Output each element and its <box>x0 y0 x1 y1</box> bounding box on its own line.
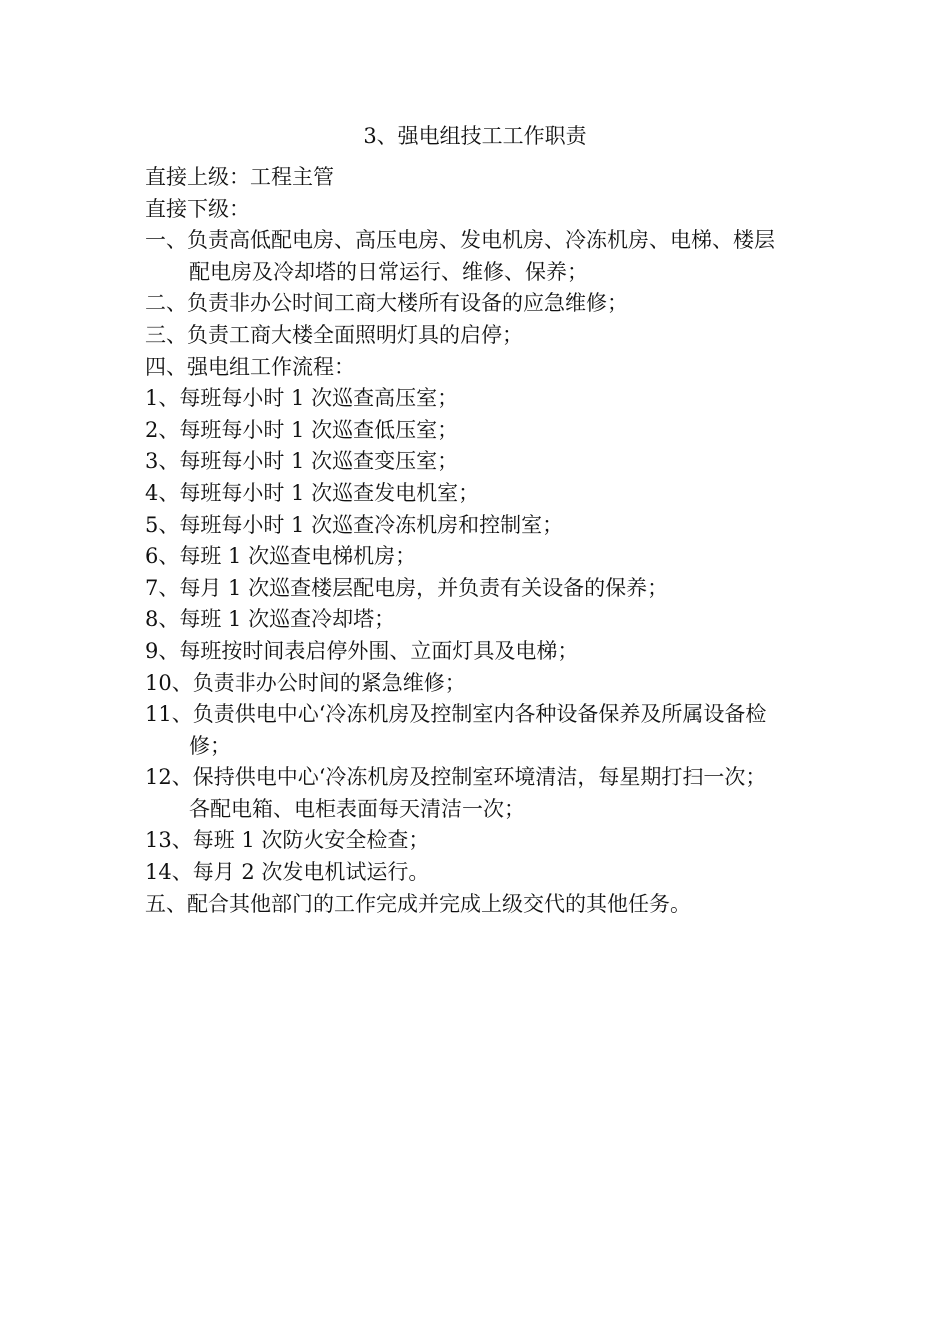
workflow-step-8: 8、每班 1 次巡查冷却塔； <box>145 607 396 632</box>
workflow-step-4: 4、每班每小时 1 次巡查发电机室； <box>145 480 480 505</box>
supervisor-line: 直接上级：工程主管 <box>145 165 334 189</box>
duty-item-1-continued: 配电房及冷却塔的日常运行、维修、保养； <box>189 259 588 284</box>
workflow-step-12-continued: 各配电箱、电柜表面每天清洁一次； <box>189 796 525 821</box>
workflow-step-9: 9、每班按时间表启停外围、立面灯具及电梯； <box>145 638 579 663</box>
workflow-step-3: 3、每班每小时 1 次巡查变压室； <box>145 449 459 474</box>
duty-item-2: 二、负责非办公时间工商大楼所有设备的应急维修； <box>145 291 628 316</box>
workflow-step-1: 1、每班每小时 1 次巡查高压室； <box>145 386 459 411</box>
workflow-step-6: 6、每班 1 次巡查电梯机房； <box>145 544 417 569</box>
duty-item-3: 三、负责工商大楼全面照明灯具的启停； <box>145 322 523 347</box>
duty-item-1: 一、负责高低配电房、高压电房、发电机房、冷冻机房、电梯、楼层 <box>145 228 775 253</box>
workflow-step-7: 7、每月 1 次巡查楼层配电房，并负责有关设备的保养； <box>145 575 669 600</box>
workflow-step-14: 14、每月 2 次发电机试运行。 <box>145 860 430 885</box>
duty-item-5: 五、配合其他部门的工作完成并完成上级交代的其他任务。 <box>145 891 691 916</box>
workflow-step-11-continued: 修； <box>189 733 231 758</box>
subordinate-line: 直接下级： <box>145 196 250 221</box>
workflow-step-10: 10、负责非办公时间的紧急维修； <box>145 670 466 695</box>
document-body <box>145 162 815 920</box>
workflow-step-5: 5、每班每小时 1 次巡查冷冻机房和控制室； <box>145 512 564 537</box>
duty-item-4-heading: 四、强电组工作流程： <box>145 354 355 379</box>
document-title: 3、强电组技工工作职责 <box>363 124 587 148</box>
workflow-step-13: 13、每班 1 次防火安全检查； <box>145 828 430 853</box>
workflow-step-11: 11、负责供电中心‘冷冻机房及控制室内各种设备保养及所属设备检 <box>145 702 767 727</box>
workflow-step-12: 12、保持供电中心‘冷冻机房及控制室环境清洁，每星期打扫一次； <box>145 765 767 790</box>
workflow-step-2: 2、每班每小时 1 次巡查低压室； <box>145 417 459 442</box>
